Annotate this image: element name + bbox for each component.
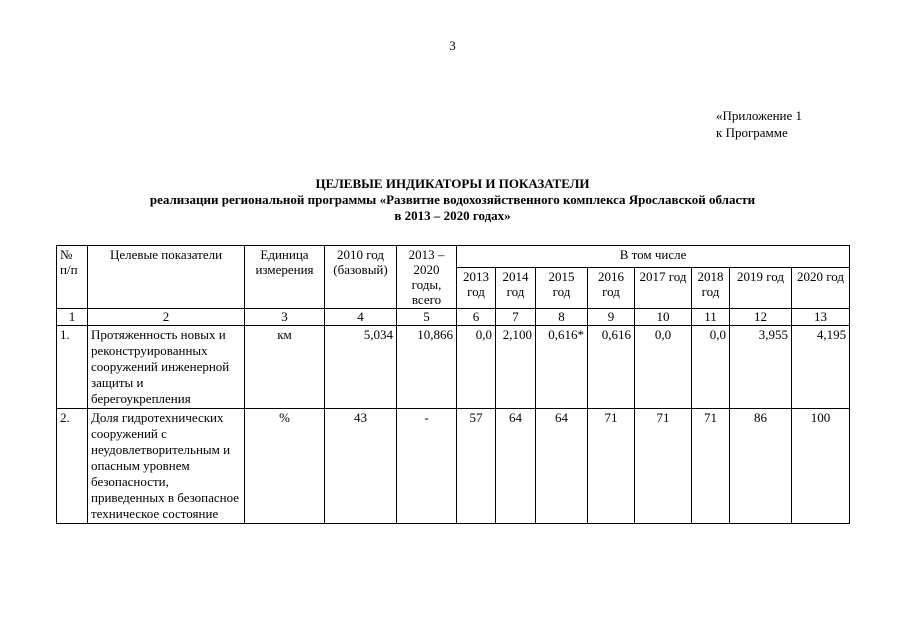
header-year: 2017 год <box>635 268 692 309</box>
header-year: 2015 год <box>536 268 588 309</box>
year-value: 86 <box>730 409 792 524</box>
column-number: 13 <box>792 309 850 326</box>
unit-cell: км <box>245 326 325 409</box>
year-value: 64 <box>536 409 588 524</box>
column-number: 10 <box>635 309 692 326</box>
year-value: 0,0 <box>457 326 496 409</box>
column-number: 7 <box>496 309 536 326</box>
column-number-row <box>57 309 850 326</box>
header-year: 2013 год <box>457 268 496 309</box>
unit-cell: % <box>245 409 325 524</box>
base-value: 5,034 <box>325 326 397 409</box>
year-value: 0,616 <box>588 326 635 409</box>
header-year: 2020 год <box>792 268 850 309</box>
base-value: 43 <box>325 409 397 524</box>
year-value: 0,0 <box>635 326 692 409</box>
year-value: 3,955 <box>730 326 792 409</box>
header-indicator: Целевые показатели <box>88 246 245 309</box>
column-number: 4 <box>325 309 397 326</box>
appendix-line-2: к Программе <box>716 125 788 140</box>
year-value: 71 <box>588 409 635 524</box>
year-value: 64 <box>496 409 536 524</box>
row-number: 1. <box>57 326 88 409</box>
header-year: 2014 год <box>496 268 536 309</box>
header-total: 2013 – 2020 годы, всего <box>397 246 457 309</box>
header-year: 2019 год <box>730 268 792 309</box>
column-number: 6 <box>457 309 496 326</box>
year-value: 0,616* <box>536 326 588 409</box>
column-number: 3 <box>245 309 325 326</box>
column-number: 11 <box>692 309 730 326</box>
header-row <box>57 246 850 268</box>
total-value: - <box>397 409 457 524</box>
year-value: 71 <box>692 409 730 524</box>
year-value: 57 <box>457 409 496 524</box>
column-number: 8 <box>536 309 588 326</box>
header-unit: Единица измерения <box>245 246 325 309</box>
table-row <box>57 409 850 524</box>
year-value: 71 <box>635 409 692 524</box>
column-number: 12 <box>730 309 792 326</box>
column-number: 2 <box>88 309 245 326</box>
year-value: 2,100 <box>496 326 536 409</box>
title-line-2: реализации региональной программы «Развитие водохозяйственного комплекса Ярославской области <box>149 192 756 207</box>
title-line-1: ЦЕЛЕВЫЕ ИНДИКАТОРЫ И ПОКАЗАТЕЛИ <box>315 176 590 191</box>
indicator-name: Доля гидротехнических сооружений с неудовлетворительным и опасным уровнем безопасности, приведенных в безопасное техническое состояние <box>88 409 245 524</box>
header-year: 2016 год <box>588 268 635 309</box>
appendix-line-1: «Приложение 1 <box>716 108 803 123</box>
header-num: № п/п <box>57 246 88 309</box>
page-number: 3 <box>449 38 456 53</box>
column-number: 1 <box>57 309 88 326</box>
year-value: 4,195 <box>792 326 850 409</box>
indicator-name: Протяженность новых и реконструированных сооружений инженерной защиты и берегоукрепления <box>88 326 245 409</box>
document-title <box>0 176 905 224</box>
title-line-3: в 2013 – 2020 годах» <box>394 208 511 223</box>
total-value: 10,866 <box>397 326 457 409</box>
header-year: 2018 год <box>692 268 730 309</box>
column-number: 9 <box>588 309 635 326</box>
year-value: 100 <box>792 409 850 524</box>
row-number: 2. <box>57 409 88 524</box>
header-including: В том числе <box>457 246 850 268</box>
appendix-reference <box>716 107 802 141</box>
header-base-year: 2010 год (базовый) <box>325 246 397 309</box>
year-value: 0,0 <box>692 326 730 409</box>
table-row <box>57 326 850 409</box>
indicators-table <box>56 245 850 524</box>
column-number: 5 <box>397 309 457 326</box>
